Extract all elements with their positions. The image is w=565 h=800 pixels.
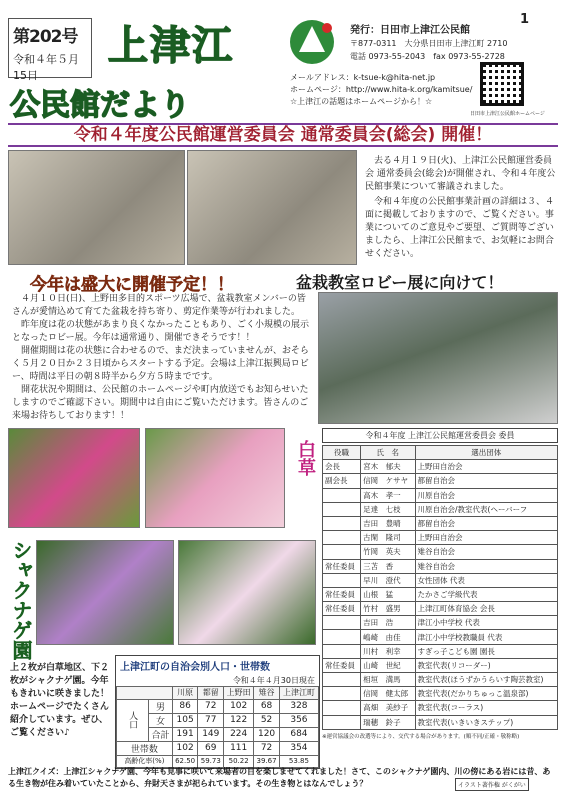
flower-side-note: 上２枚が白草地区、下２枚がシャクナゲ園。今年もきれいに咲きました！ホームページでたくさん紹介しています。ぜひ、ご覧ください♪ bbox=[10, 663, 110, 738]
table-row bbox=[323, 460, 558, 474]
member-name: 高木 孝一 bbox=[361, 488, 415, 502]
member-role bbox=[323, 715, 361, 729]
member-group: 上野田自治会 bbox=[415, 460, 557, 474]
member-name: 嶋崎 由佳 bbox=[361, 630, 415, 644]
row-label: 世帯数 bbox=[117, 741, 173, 755]
meeting-photo-1 bbox=[8, 150, 185, 265]
population-value: 86 bbox=[172, 699, 198, 713]
population-value: 53.85 bbox=[279, 755, 318, 768]
table-row bbox=[323, 673, 558, 687]
member-role: 副会長 bbox=[323, 474, 361, 488]
population-value: 120 bbox=[254, 727, 280, 741]
member-group: 雉谷自治会 bbox=[415, 559, 557, 573]
member-role bbox=[323, 531, 361, 545]
member-role: 会長 bbox=[323, 460, 361, 474]
column-header: 役職 bbox=[323, 446, 361, 460]
member-name: 宮木 郁夫 bbox=[361, 460, 415, 474]
population-as-of: 令和４年４月30日現在 bbox=[232, 676, 315, 685]
member-name: 山根 猛 bbox=[361, 587, 415, 601]
members-table bbox=[322, 445, 558, 730]
vertical-label-shirakusa bbox=[292, 440, 316, 484]
population-value: 102 bbox=[172, 741, 198, 755]
publisher-info bbox=[350, 24, 507, 63]
population-value: 77 bbox=[198, 713, 224, 727]
table-row bbox=[323, 559, 558, 573]
article-paragraph: 開催期間は花の状態に合わせるので、まだ決まっていませんが、おそらく５月２０日か２３日頃からスタートする予定。会場は上津江振興局ロビー、時間は平日の朝８時半から夕方５時までです。 bbox=[12, 346, 309, 382]
member-group: 津江小中学校 代表 bbox=[415, 616, 557, 630]
population-value: 191 bbox=[172, 727, 198, 741]
member-name: 早川 澄代 bbox=[361, 573, 415, 587]
column-header: 氏 名 bbox=[361, 446, 415, 460]
table-row bbox=[323, 531, 558, 545]
member-name: 相垣 満馬 bbox=[361, 673, 415, 687]
column-header: 上野田 bbox=[224, 687, 254, 700]
member-name: 三苫 香 bbox=[361, 559, 415, 573]
table-row bbox=[117, 741, 319, 755]
population-value: 354 bbox=[279, 741, 318, 755]
main-headline bbox=[8, 123, 558, 147]
member-role bbox=[323, 644, 361, 658]
member-group: 都留自治会 bbox=[415, 474, 557, 488]
population-table-box bbox=[115, 655, 320, 769]
population-value: 102 bbox=[224, 699, 254, 713]
population-value: 72 bbox=[198, 699, 224, 713]
members-note: ※運営協議会の改選等により、交代する場合があります。(順不同/正確・敬称略) bbox=[322, 733, 520, 740]
member-role bbox=[323, 488, 361, 502]
subhead-left: 今年は盛大に開催予定！！ bbox=[30, 275, 234, 295]
address: 〒877-0311 大分県日田市上津江町 2710 bbox=[350, 39, 508, 48]
flower-photo-shakunage-1 bbox=[36, 540, 174, 645]
issue-box bbox=[8, 18, 92, 82]
member-group: 都留自治会 bbox=[415, 516, 557, 530]
column-header: 上津江町 bbox=[279, 687, 318, 700]
column-header: 都留 bbox=[198, 687, 224, 700]
quiz-text: 上津江クイズ：上津江シャクナゲ園、今年も見事に咲いて来場者の目を楽しませてくれました！さて、このシャクナゲ園内、川の傍にある岩には昔、ある生き物が住み着いていたことから、弁財天さまが祀られています。その生き物とはなんでしょう？ bbox=[8, 767, 551, 788]
phone-fax: 電話 0973-55-2043 fax 0973-55-2728 bbox=[350, 52, 505, 61]
member-group: 上津江町体育協会 会長 bbox=[415, 602, 557, 616]
flower-photo-shakunage-2 bbox=[178, 540, 316, 645]
kominkan-logo-icon bbox=[290, 20, 334, 64]
page-number: 1 bbox=[520, 12, 530, 27]
flower-photo-shirakusa-1 bbox=[8, 428, 140, 528]
member-group: 教室代表(リコーダー) bbox=[415, 658, 557, 672]
row-label: 女 bbox=[149, 713, 172, 727]
member-group: 教室代表(いきいきステップ) bbox=[415, 715, 557, 729]
member-group: 津江小中学校教職員 代表 bbox=[415, 630, 557, 644]
population-value: 39.67 bbox=[254, 755, 280, 768]
member-name: 竹岡 英夫 bbox=[361, 545, 415, 559]
table-row bbox=[323, 545, 558, 559]
table-row bbox=[323, 488, 558, 502]
article-paragraph: ４月１０日(日)、上野田多目的スポーツ広場で、盆栽教室メンバーの皆さんが愛情込めて育てた盆栽を持ち寄り、剪定作業等が行われました。 bbox=[12, 294, 306, 317]
population-value: 684 bbox=[279, 727, 318, 741]
subhead-right: 盆栽教室ロビー展に向けて！ bbox=[296, 273, 504, 292]
member-group: 上野田自治会 bbox=[415, 531, 557, 545]
population-value: 328 bbox=[279, 699, 318, 713]
population-value: 59.73 bbox=[198, 755, 224, 768]
row-label: 合計 bbox=[149, 727, 172, 741]
table-row bbox=[323, 687, 558, 701]
article-paragraph: 昨年度は花の状態があまり良くなかったこともあり、ごく小規模の展示となったロビー展。今年は通常通り、開催できそうです！！ bbox=[12, 320, 310, 343]
homepage-url[interactable]: ホームページ：http://www.hita-k.org/kamitsue/ bbox=[290, 85, 473, 94]
member-role bbox=[323, 545, 361, 559]
illustration-credit: イラスト著作権 がくがい bbox=[455, 778, 529, 791]
column-header: 選出団体 bbox=[415, 446, 557, 460]
member-group: 教室代表(ほうずかうらいす陶芸教室) bbox=[415, 673, 557, 687]
vertical-label-shakunage bbox=[8, 540, 32, 666]
bonsai-article bbox=[12, 293, 312, 423]
population-value: 356 bbox=[279, 713, 318, 727]
committee-members bbox=[322, 428, 558, 740]
issue-date: 令和４年５月15日 bbox=[13, 53, 79, 82]
population-value: 111 bbox=[224, 741, 254, 755]
table-row bbox=[323, 573, 558, 587]
qr-caption: 日田市上津江公民館ホームページ bbox=[470, 111, 545, 117]
member-name: 瑞穂 鈴子 bbox=[361, 715, 415, 729]
table-row bbox=[117, 699, 319, 713]
member-role bbox=[323, 573, 361, 587]
member-role bbox=[323, 630, 361, 644]
population-value: 50.22 bbox=[224, 755, 254, 768]
population-value: 122 bbox=[224, 713, 254, 727]
issuer: 発行：日田市上津江公民館 bbox=[350, 25, 470, 36]
member-role: 常任委員 bbox=[323, 587, 361, 601]
meeting-intro bbox=[365, 155, 557, 263]
population-value: 224 bbox=[224, 727, 254, 741]
member-name: 吉田 浩 bbox=[361, 616, 415, 630]
member-group: 教室代表(コーラス) bbox=[415, 701, 557, 715]
table-row bbox=[323, 701, 558, 715]
population-group-label: 人口 bbox=[117, 699, 149, 741]
table-row bbox=[323, 602, 558, 616]
member-role bbox=[323, 673, 361, 687]
headline-text: 令和４年度公民館運営委員会 通常委員会(総会) 開催！ bbox=[73, 125, 493, 145]
member-name: 川村 利幸 bbox=[361, 644, 415, 658]
title-line1: 上津江 bbox=[108, 23, 234, 69]
member-role: 常任委員 bbox=[323, 602, 361, 616]
flower-photo-shirakusa-2 bbox=[145, 428, 285, 528]
member-name: 信岡 ケサヤ bbox=[361, 474, 415, 488]
population-title: 上津江町の自治会別人口・世帯数 bbox=[120, 662, 270, 673]
member-role: 常任委員 bbox=[323, 559, 361, 573]
member-name: 高畑 美紗子 bbox=[361, 701, 415, 715]
member-group: たかさご学級代表 bbox=[415, 587, 557, 601]
population-value: 105 bbox=[172, 713, 198, 727]
row-label: 高齢化率(%) bbox=[117, 755, 173, 768]
member-role bbox=[323, 701, 361, 715]
column-header bbox=[117, 687, 173, 700]
member-role bbox=[323, 516, 361, 530]
member-name: 古閑 隆司 bbox=[361, 531, 415, 545]
member-group: 雉谷自治会 bbox=[415, 545, 557, 559]
homepage-note: ☆上津江の話題はホームページから！☆ bbox=[290, 97, 433, 106]
table-row bbox=[323, 587, 558, 601]
population-value: 68 bbox=[254, 699, 280, 713]
table-row bbox=[323, 715, 558, 729]
member-group: 教室代表(だかりちゅっこ温泉部) bbox=[415, 687, 557, 701]
table-row bbox=[323, 616, 558, 630]
table-row bbox=[323, 516, 558, 530]
population-table bbox=[116, 686, 319, 768]
intro-paragraph: 令和４年度の公民館事業計画の詳細は３、４面に掲載しておりますので、ご覧ください。事業についてのご意見やご要望、ご質問等ございましたら、上津江公民館まで、お気軽にお問合せください。 bbox=[365, 197, 555, 259]
population-value: 149 bbox=[198, 727, 224, 741]
member-group: 女性団体 代表 bbox=[415, 573, 557, 587]
member-name: 足達 七枝 bbox=[361, 502, 415, 516]
member-name: 山崎 世紀 bbox=[361, 658, 415, 672]
member-group: 川原自治会/教室代表(ヘーバーフ bbox=[415, 502, 557, 516]
column-header: 雉谷 bbox=[254, 687, 280, 700]
member-name: 吉田 豊晴 bbox=[361, 516, 415, 530]
member-role: 常任委員 bbox=[323, 658, 361, 672]
email-address[interactable]: メールアドレス：k-tsue-k@hita-net.jp bbox=[290, 73, 436, 82]
population-value: 72 bbox=[254, 741, 280, 755]
column-header: 川原 bbox=[172, 687, 198, 700]
members-caption: 令和４年度 上津江公民館運営委員会 委員 bbox=[322, 428, 558, 443]
table-row bbox=[323, 502, 558, 516]
member-role bbox=[323, 502, 361, 516]
member-group: すぎっ子こども園 園長 bbox=[415, 644, 557, 658]
member-role bbox=[323, 616, 361, 630]
issue-number: 第202号 bbox=[13, 27, 78, 47]
table-row bbox=[323, 474, 558, 488]
title-line2: 公民館だより bbox=[10, 88, 190, 123]
vertical-label-text: 白草 bbox=[295, 440, 316, 476]
member-name: 信岡 健太郎 bbox=[361, 687, 415, 701]
vertical-label-text: シャクナゲ園 bbox=[9, 540, 33, 660]
row-label: 男 bbox=[149, 699, 172, 713]
contact-info bbox=[290, 72, 472, 108]
table-row bbox=[323, 644, 558, 658]
member-role bbox=[323, 687, 361, 701]
population-value: 52 bbox=[254, 713, 280, 727]
bonsai-photo bbox=[318, 292, 558, 424]
population-value: 69 bbox=[198, 741, 224, 755]
intro-paragraph: 去る４月１９日(火)、上津江公民館運営委員会 通常委員会(総会)が開催され、令和４年度公民館事業について審議されました。 bbox=[365, 156, 556, 192]
population-value: 62.50 bbox=[172, 755, 198, 768]
article-paragraph: 開花状況や期間は、公民館のホームページや町内放送でもお知らせいたしますのでご確認下さい。期間中は自由にご覧いただけます。皆さんのご来場お待ちしております！！ bbox=[12, 385, 309, 421]
member-group: 川原自治会 bbox=[415, 488, 557, 502]
qr-code-icon[interactable] bbox=[480, 62, 524, 106]
meeting-photo-2 bbox=[187, 150, 357, 265]
table-row bbox=[323, 658, 558, 672]
table-row bbox=[323, 630, 558, 644]
member-name: 竹村 盛男 bbox=[361, 602, 415, 616]
